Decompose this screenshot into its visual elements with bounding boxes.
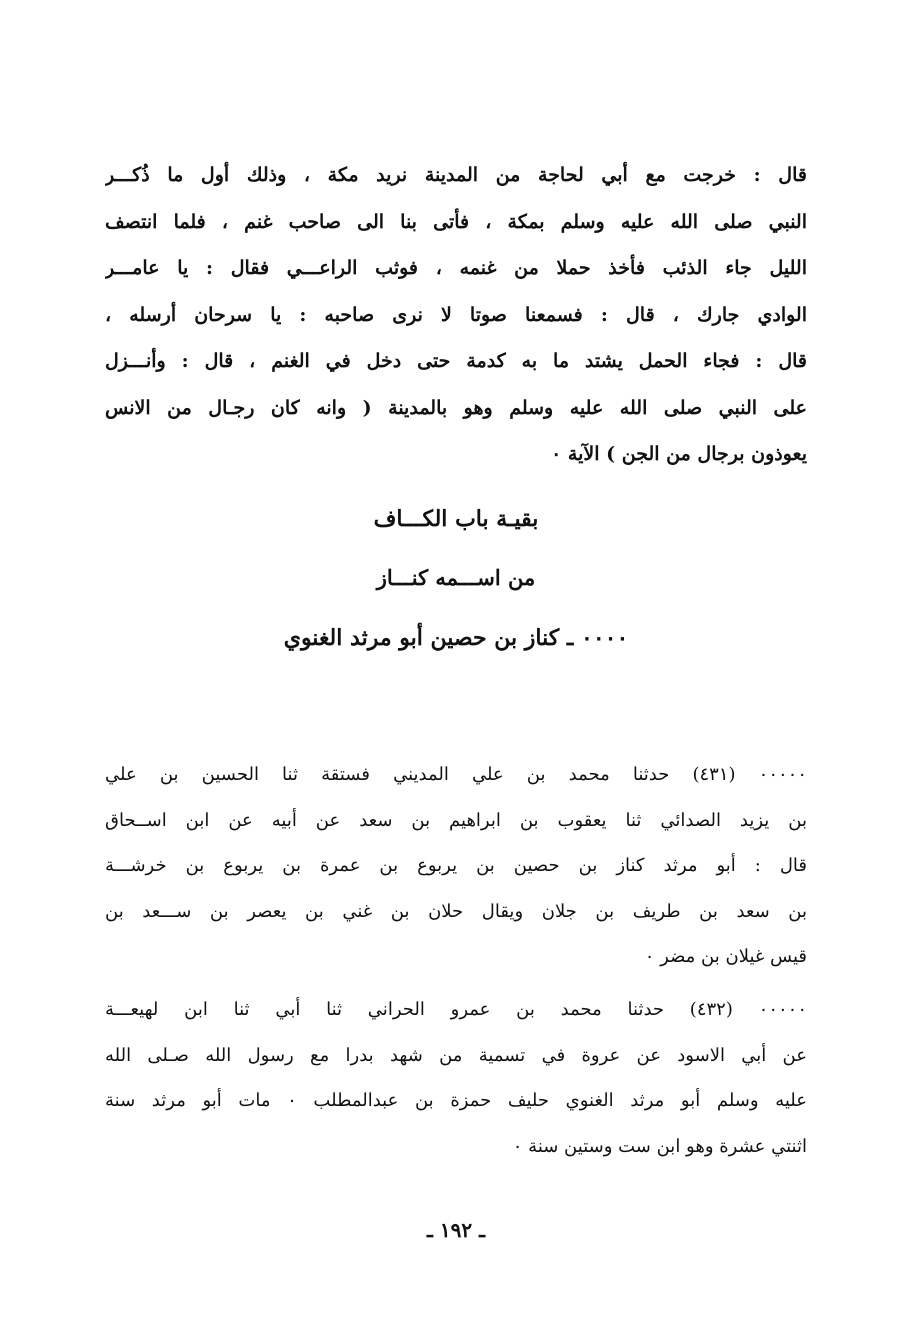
text-line: بن يزيد الصدائي ثنا يعقوب بن ابراهيم بن سعد عن أبيه عن ابن اســحاق: [105, 809, 807, 831]
text-line: الليل جاء الذئب فأخذ حملا من غنمه ، فوثب الراعـــي فقال : يا عامـــر: [105, 257, 807, 279]
text-line: اثنتي عشرة وهو ابن ست وستين سنة ٠: [512, 1135, 807, 1157]
text-line: يعوذون برجال من الجن ) الآية ٠: [551, 443, 807, 465]
text-line: قيس غيلان بن مضر ٠: [644, 946, 807, 967]
text-line: الوادي جارك ، قال : فسمعنا صوتا لا نرى صاحبه : يا سرحان أرسله ،: [105, 303, 807, 326]
text-line: قال : أبو مرثد كناز بن حصين بن يربوع بن عمرة بن يربوع بن خرشـــة: [105, 855, 807, 876]
text-line: على النبي صلى الله عليه وسلم وهو بالمدينة ( وانه كان رجـال من الانس: [105, 396, 807, 419]
text-line: ٠٠٠٠٠ (٤٣٢) حدثنا محمد بن عمرو الحراني ثنا أبي ثنا ابن لهيعـــة: [105, 999, 807, 1020]
paragraph-hadith-432: [105, 987, 807, 1169]
paragraph-hadith-431: [105, 752, 807, 980]
text-line: عن أبي الاسود عن عروة في تسمية من شهد بدرا مع رسول الله صـلى الله: [105, 1044, 807, 1066]
page-number: ـ ١٩٢ ـ: [427, 1218, 485, 1242]
text-line: عليه وسلم أبو مرثد الغنوي حليف حمزة بن عبدالمطلب ٠ مات أبو مرثد سنة: [105, 1090, 807, 1111]
entry-heading: ٠٠٠٠ ـ كناز بن حصين أبو مرثد الغنوي: [283, 625, 629, 651]
text-line: بن سعد بن طريف بن جلان ويقال حلان بن غني بن يعصر بن ســـعد بن: [105, 900, 807, 922]
text-line: ٠٠٠٠٠ (٤٣١) حدثنا محمد بن علي المديني فستقة ثنا الحسين بن علي: [105, 764, 807, 785]
text-line: قال : خرجت مع أبي لحاجة من المدينة نريد مكة ، وذلك أول ما ذُكـــر: [105, 164, 807, 186]
section-heading: من اســـمه كنـــاز: [376, 565, 536, 590]
chapter-heading: بقيـة باب الكـــاف: [373, 506, 539, 532]
text-line: النبي صلى الله عليه وسلم بمكة ، فأتى بنا الى صاحب غنم ، فلما انتصف: [105, 210, 807, 233]
text-line: قال : فجاء الحمل يشتد ما به كدمة حتى دخل في الغنم ، قال : وأنـــزل: [105, 350, 807, 372]
paragraph-intro: [105, 152, 807, 478]
